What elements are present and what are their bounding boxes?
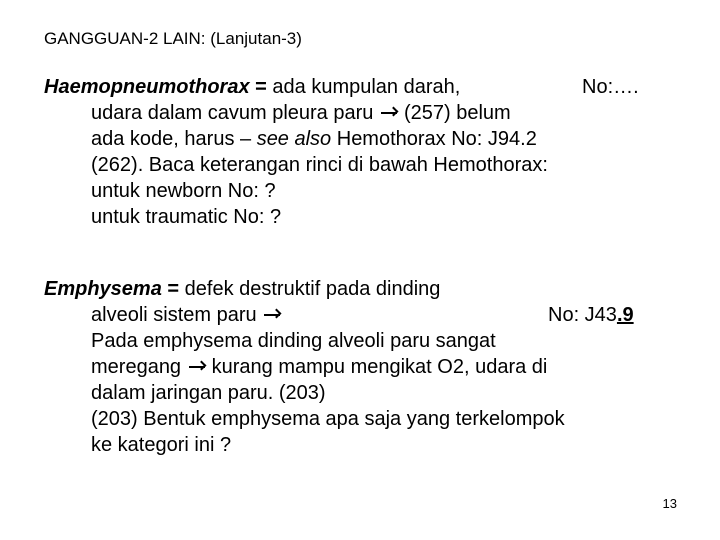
hemo-line-3-text: ada kode, harus – [91,128,257,150]
hemo-equals: = [249,76,267,98]
hemo-definition-start: ada kumpulan darah, [266,76,461,98]
emph-line-3: Pada emphysema dinding alveoli paru sangat [91,330,496,352]
emph-line-6: (203) Bentuk emphysema apa saja yang terkelompok [91,408,565,430]
hemo-line-1 [44,74,704,100]
hemo-line-4: (262). Baca keterangan rinci di bawah Hemothorax: [91,154,548,176]
emph-line-4-rest: kurang mampu mengikat O2, udara di [211,356,548,378]
hemo-line-6: untuk traumatic No: ? [91,206,282,228]
emph-code-number [548,302,634,328]
emph-line-2-text: alveoli sistem paru [91,304,263,326]
arrow-right-icon [264,308,283,322]
hemo-code-number: No:…. [582,76,639,98]
emph-definition-start: defek destruktif pada dinding [179,278,441,300]
emphysema-term: Emphysema [44,278,162,300]
hemo-line-5: untuk newborn No: ? [91,180,276,202]
emph-line-4-text: meregang [91,356,187,378]
hemo-line-3 [44,126,704,152]
emph-line-7: ke kategori ini ? [91,434,232,456]
haemopneumothorax-section [44,74,704,230]
emph-equals: = [161,278,180,300]
emph-line-2 [44,302,704,328]
haemopneumothorax-term: Haemopneumothorax [44,76,250,98]
slide-title: GANGGUAN-2 LAIN: (Lanjutan-3) [44,29,302,48]
arrow-right-icon [381,106,400,120]
hemo-line-2-text: udara dalam cavum pleura paru [91,102,379,124]
arrow-right-icon [189,360,208,374]
emph-line-5: dalam jaringan paru. (203) [91,382,326,404]
see-also-text: see also [256,128,332,150]
emphysema-section [44,276,704,458]
hemo-line-3-code: Hemothorax No: J94.2 [331,128,537,150]
emph-line-4 [44,354,704,380]
emph-code-suffix: .9 [616,304,634,326]
emph-line-1 [44,276,704,302]
page-number: 13 [662,496,677,511]
hemo-line-2-ref: (257) belum [403,102,511,124]
emph-code-prefix: No: J43 [548,304,617,326]
hemo-line-2 [44,100,704,126]
